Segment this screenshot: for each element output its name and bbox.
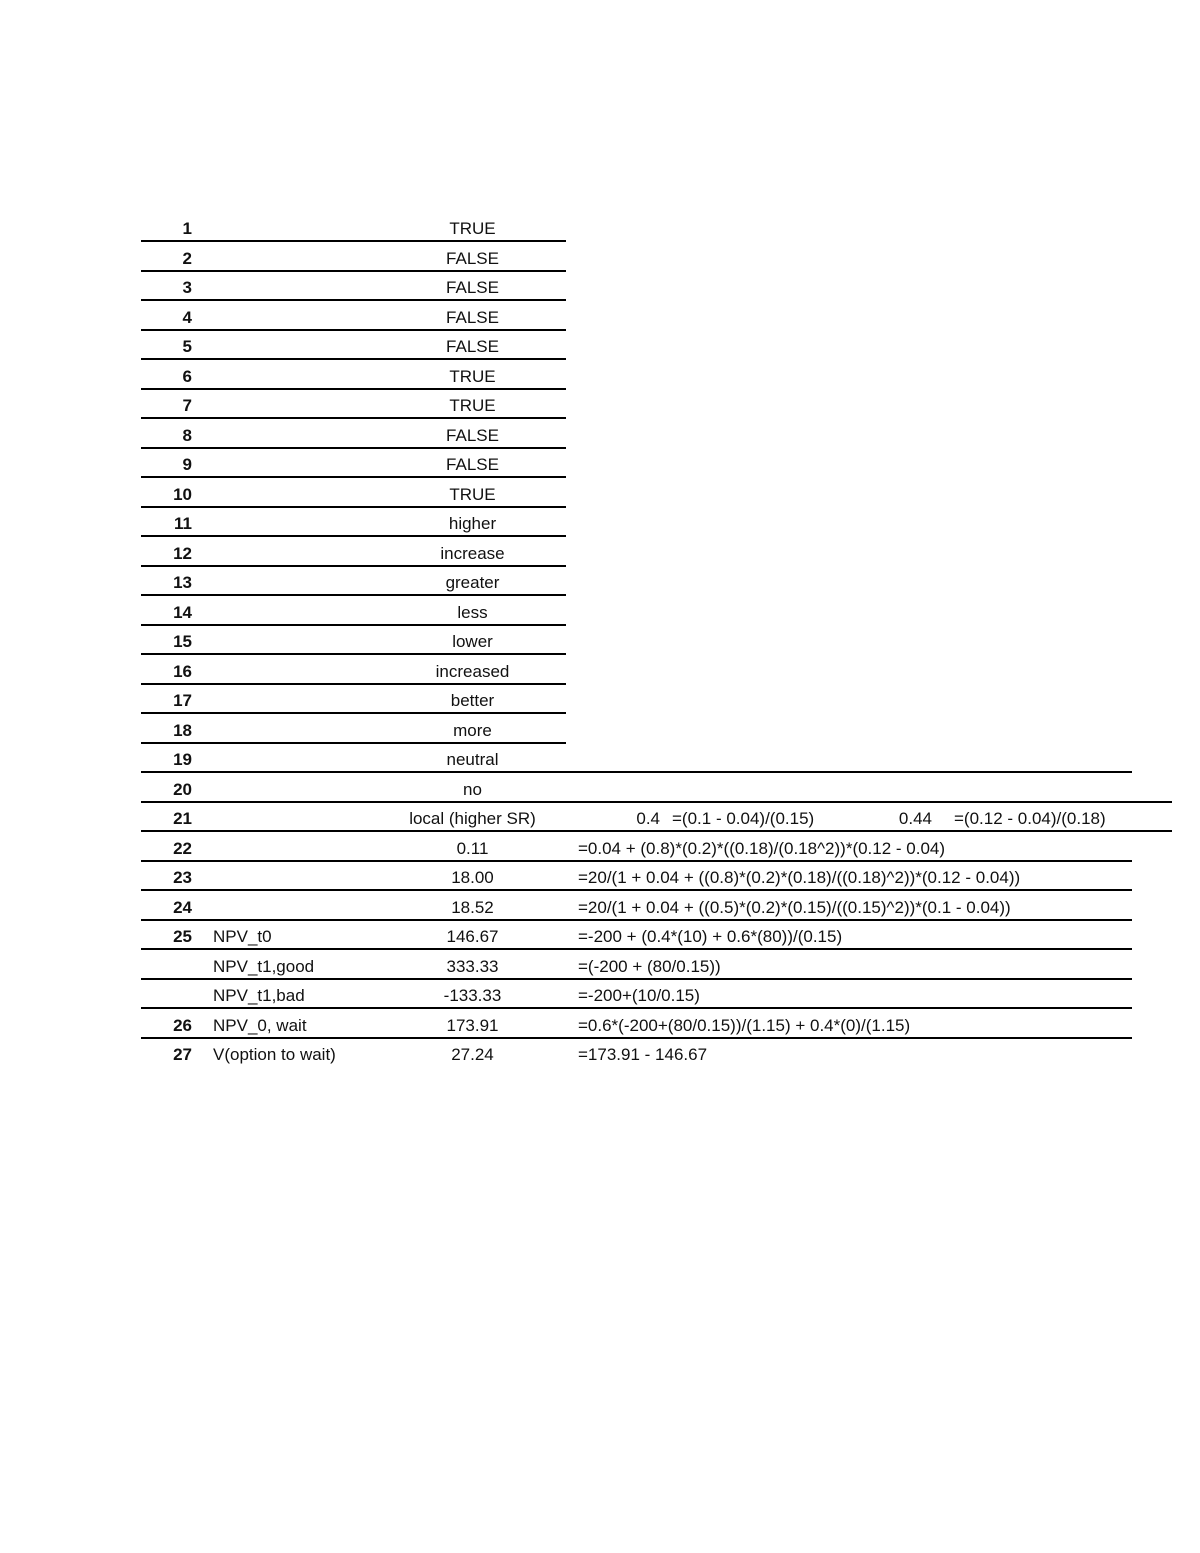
question-number: 18 [173, 720, 192, 740]
row-divider [141, 1007, 1132, 1009]
table-row [0, 745, 1200, 774]
question-number: 15 [173, 632, 192, 651]
answer-cell: TRUE [449, 366, 496, 386]
answer-cell: lower [452, 632, 493, 651]
answer-cell: 18.00 [451, 868, 494, 887]
table-row [0, 1040, 1200, 1069]
table-row [0, 657, 1200, 686]
table-row [0, 568, 1200, 597]
row-divider [141, 447, 566, 449]
question-number: 23 [173, 868, 192, 887]
question-number: 14 [173, 602, 192, 622]
answer-cell: FALSE [446, 278, 499, 297]
table-row [0, 627, 1200, 656]
row-divider [141, 388, 566, 390]
row-divider-thin [141, 978, 1132, 980]
value-cell: 0.4 [636, 809, 660, 828]
answer-cell: -133.33 [443, 986, 502, 1005]
question-number: 13 [173, 573, 192, 592]
answer-cell: 18.52 [451, 897, 494, 917]
table-row [0, 273, 1200, 302]
formula-cell: =-200 + (0.4*(10) + 0.6*(80))/(0.15) [578, 927, 843, 946]
table-row [0, 362, 1200, 391]
question-number: 10 [173, 484, 192, 504]
row-divider [141, 417, 566, 419]
question-number: 4 [182, 307, 192, 327]
answer-cell: increase [440, 543, 505, 563]
answer-cell: 173.91 [446, 1015, 499, 1035]
table-row [0, 893, 1200, 922]
question-number: 3 [182, 278, 192, 297]
answer-cell: no [463, 779, 482, 799]
answer-cell: local (higher SR) [409, 809, 536, 828]
question-number: 26 [173, 1015, 192, 1035]
question-number: 2 [182, 248, 192, 268]
row-divider [141, 506, 566, 508]
question-number: 22 [173, 838, 192, 858]
answer-cell: higher [448, 514, 497, 533]
table-row [0, 480, 1200, 509]
row-divider [141, 240, 566, 242]
table-row [0, 1011, 1200, 1040]
formula-cell: =(-200 + (80/0.15)) [578, 956, 721, 976]
question-number: 24 [173, 897, 192, 917]
answer-cell: FALSE [446, 425, 499, 445]
row-divider [141, 565, 566, 567]
question-number: 16 [173, 661, 192, 681]
row-divider [141, 476, 566, 478]
answer-cell: neutral [446, 750, 499, 769]
table-row [0, 450, 1200, 479]
row-divider [141, 653, 566, 655]
table-row [0, 244, 1200, 273]
table-row [0, 981, 1200, 1010]
answer-cell: better [450, 691, 495, 710]
table-row [0, 922, 1200, 951]
formula-cell: =20/(1 + 0.04 + ((0.5)*(0.2)*(0.15)/((0.15)^2))*(0.1 - 0.04)) [578, 897, 1011, 917]
question-number: 20 [173, 779, 192, 799]
table-row [0, 952, 1200, 981]
question-number: 17 [173, 691, 192, 710]
question-number: 25 [173, 927, 192, 946]
row-divider [141, 830, 1172, 832]
table-row [0, 391, 1200, 420]
row-divider [141, 683, 566, 685]
table-row [0, 863, 1200, 892]
row-label: NPV_t1,bad [213, 986, 305, 1005]
table-row [0, 686, 1200, 715]
formula-cell: =0.6*(-200+(80/0.15))/(1.15) + 0.4*(0)/(1.15) [578, 1015, 911, 1035]
row-label: NPV_t0 [213, 927, 272, 946]
answer-cell: greater [445, 573, 500, 592]
answer-cell: 333.33 [446, 956, 499, 976]
row-divider [141, 801, 1172, 803]
table-row [0, 509, 1200, 538]
answer-cell: TRUE [449, 396, 496, 415]
answer-cell: FALSE [446, 455, 499, 474]
row-divider [141, 1037, 1132, 1039]
answer-cell: FALSE [446, 248, 499, 268]
row-divider [141, 860, 1132, 862]
answer-cell: 27.24 [451, 1045, 494, 1064]
question-number: 12 [173, 543, 192, 563]
row-divider [141, 771, 1132, 773]
table-row [0, 539, 1200, 568]
row-divider [141, 535, 566, 537]
question-number: 8 [182, 425, 192, 445]
answer-cell: 146.67 [446, 927, 499, 946]
formula-cell: =20/(1 + 0.04 + ((0.8)*(0.2)*(0.18)/((0.18)^2))*(0.12 - 0.04)) [578, 868, 1021, 887]
row-divider [141, 919, 1132, 921]
value-cell: 0.44 [898, 809, 932, 828]
formula-cell: =(0.1 - 0.04)/(0.15) [672, 809, 815, 828]
answer-cell: 0.11 [456, 838, 489, 858]
formula-cell: =173.91 - 146.67 [578, 1045, 708, 1064]
row-divider [141, 712, 566, 714]
formula-cell: =0.04 + (0.8)*(0.2)*((0.18)/(0.18^2))*(0.12 - 0.04) [578, 838, 946, 858]
question-number: 27 [173, 1045, 192, 1064]
table-row [0, 804, 1200, 833]
row-label: NPV_0, wait [213, 1015, 307, 1035]
table-row [0, 214, 1200, 243]
answer-cell: more [453, 720, 492, 740]
formula-cell: =-200+(10/0.15) [578, 986, 700, 1005]
question-number: 11 [174, 514, 192, 533]
row-divider [141, 624, 566, 626]
row-divider [141, 299, 566, 301]
table-row [0, 716, 1200, 745]
row-divider [141, 889, 1132, 891]
question-number: 1 [182, 219, 192, 238]
row-label: V(option to wait) [213, 1045, 336, 1064]
row-divider [141, 358, 566, 360]
question-number: 6 [182, 366, 192, 386]
formula-cell: =(0.12 - 0.04)/(0.18) [954, 809, 1106, 828]
row-divider [141, 742, 566, 744]
row-divider [141, 270, 566, 272]
question-number: 21 [173, 809, 192, 828]
answer-cell: TRUE [449, 219, 496, 238]
row-divider [141, 948, 1132, 950]
table-row [0, 775, 1200, 804]
row-divider [141, 329, 566, 331]
question-number: 7 [182, 396, 192, 415]
question-number: 5 [182, 337, 192, 356]
row-label: NPV_t1,good [213, 956, 315, 976]
question-number: 9 [182, 455, 192, 474]
table-row [0, 834, 1200, 863]
question-number: 19 [173, 750, 192, 769]
answer-cell: FALSE [446, 307, 499, 327]
table-row [0, 598, 1200, 627]
row-divider [141, 594, 566, 596]
answer-cell: increased [435, 661, 510, 681]
answer-cell: FALSE [446, 337, 499, 356]
answer-cell: TRUE [449, 484, 496, 504]
table-row [0, 303, 1200, 332]
table-row [0, 332, 1200, 361]
table-row [0, 421, 1200, 450]
answer-cell: less [457, 602, 488, 622]
